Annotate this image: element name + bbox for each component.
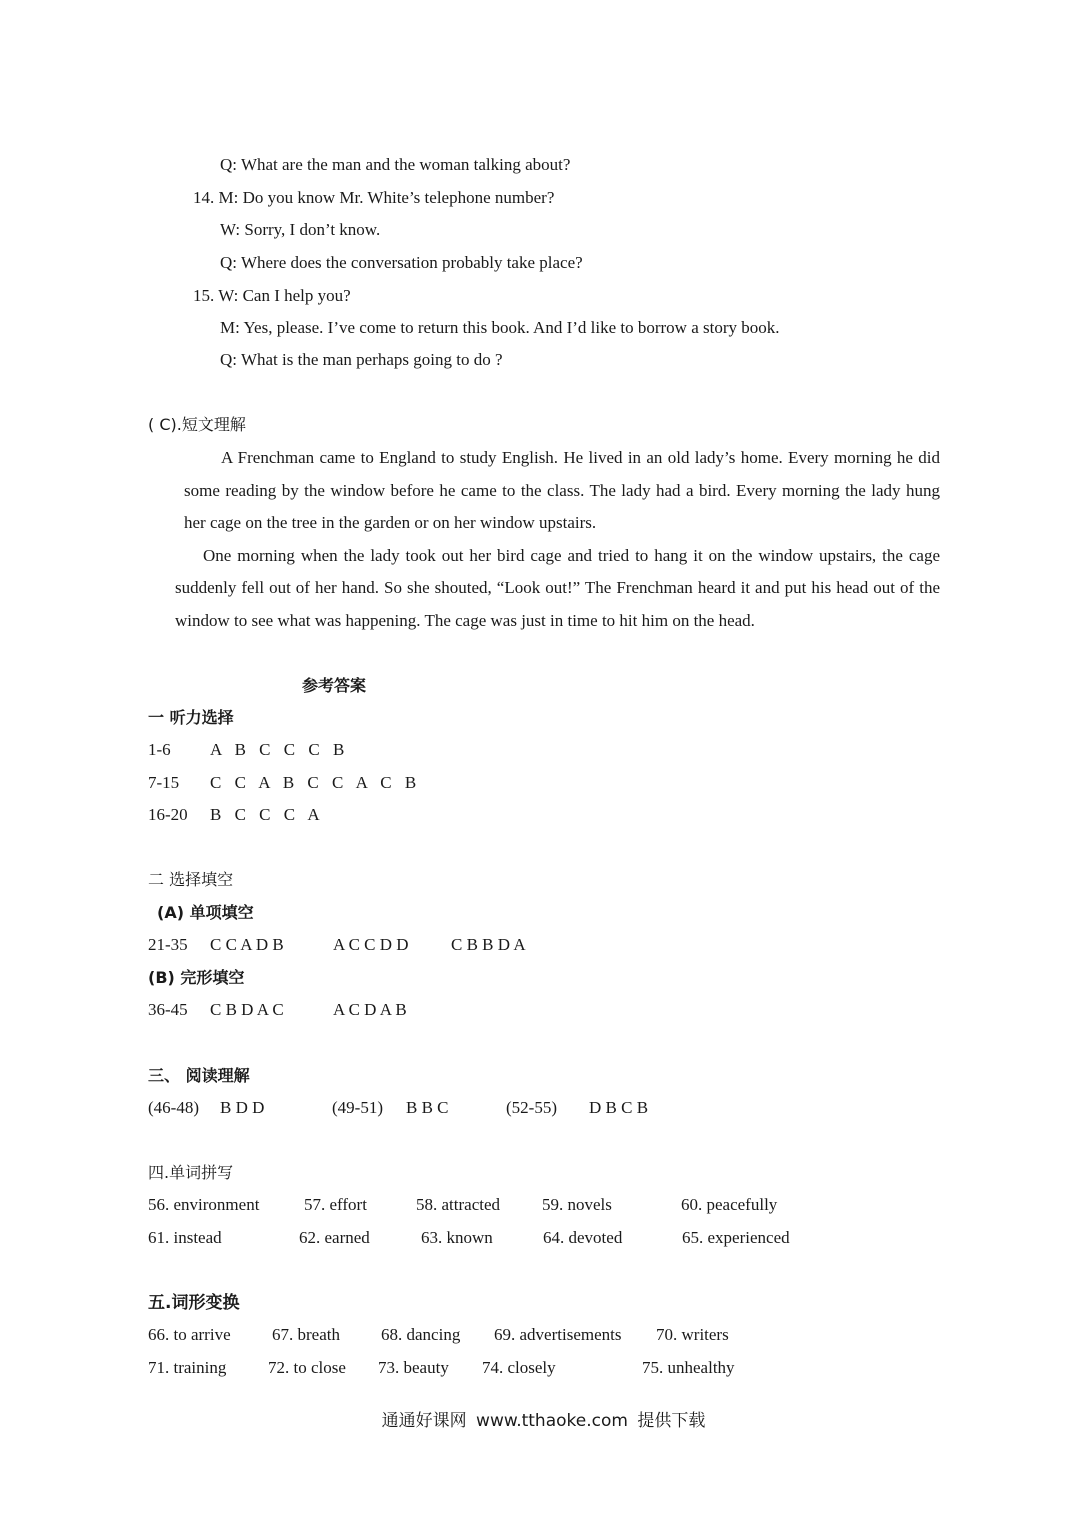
answer-68: 68. dancing <box>381 1325 461 1344</box>
answer-75: 75. unhealthy <box>642 1358 735 1377</box>
answer-57: 57. effort <box>304 1195 367 1214</box>
passage-paragraph-1: A Frenchman came to England to study English. He lived in an old lady’s home. Every morning he did some reading by the window before he came to the class. The lady had a bird. Every morning the lady hung her cage on the tree in the garden or on her window upstairs. <box>184 448 940 532</box>
answer-66: 66. to arrive <box>148 1325 231 1344</box>
section2-part-b-group-1: C B D A C <box>210 1000 284 1019</box>
q14-question: Q: Where does the conversation probably take place? <box>220 253 583 272</box>
answer-70: 70. writers <box>656 1325 729 1344</box>
answer-58: 58. attracted <box>416 1195 501 1214</box>
section1-heading: 一 听力选择 <box>148 708 234 727</box>
q15-man-line: M: Yes, please. I’ve come to return this book. And I’d like to borrow a story book. <box>220 318 780 337</box>
section3-group-3-range: (52-55) <box>506 1098 557 1117</box>
section1-row-2-answers: C C A B C C A C B <box>210 773 417 792</box>
q14-man-line: 14. M: Do you know Mr. White’s telephone number? <box>193 188 555 207</box>
answer-60: 60. peacefully <box>681 1195 778 1214</box>
passage-paragraph-2: One morning when the lady took out her bird cage and tried to hang it on the window upstairs, the cage suddenly fell out of her hand. So she shouted, “Look out!” The Frenchman heard it and put his head out of the window to see what was happening. The cage was just in time to hit him on the head. <box>175 545 940 630</box>
answer-72: 72. to close <box>268 1358 346 1377</box>
section3-group-1-range: (46-48) <box>148 1098 199 1117</box>
passage-heading: ( C).短文理解 <box>148 415 246 434</box>
q14-woman-line: W: Sorry, I don’t know. <box>220 220 381 239</box>
answer-63: 63. known <box>421 1228 493 1247</box>
q15-question: Q: What is the man perhaps going to do ? <box>220 350 503 369</box>
section2-part-a-group-1: C C A D B <box>210 935 284 954</box>
section2-part-a-group-3: C B B D A <box>451 935 526 954</box>
q15-woman-line: 15. W: Can I help you? <box>193 286 351 305</box>
answer-74: 74. closely <box>482 1358 556 1377</box>
answer-73: 73. beauty <box>378 1358 449 1377</box>
section2-part-a-range: 21-35 <box>148 935 188 954</box>
answer-59: 59. novels <box>542 1195 612 1214</box>
section4-heading: 四.单词拼写 <box>148 1163 234 1182</box>
section3-heading: 三、 阅读理解 <box>148 1066 250 1085</box>
answer-61: 61. instead <box>148 1228 222 1247</box>
answer-56: 56. environment <box>148 1195 260 1214</box>
q13-question: Q: What are the man and the woman talking about? <box>220 155 571 174</box>
answers-title: 参考答案 <box>302 676 367 695</box>
section3-group-2-range: (49-51) <box>332 1098 383 1117</box>
section1-row-1-answers: A B C C C B <box>210 740 345 759</box>
section2-part-a-group-2: A C C D D <box>333 935 409 954</box>
answer-71: 71. training <box>148 1358 227 1377</box>
section3-group-1-answers: B D D <box>220 1098 265 1117</box>
section5-heading: 五.词形变换 <box>148 1293 240 1313</box>
section2-part-b-heading: (B) 完形填空 <box>148 968 245 987</box>
answer-69: 69. advertisements <box>494 1325 622 1344</box>
answer-67: 67. breath <box>272 1325 340 1344</box>
section1-row-3-answers: B C C C A <box>210 805 320 824</box>
section2-part-b-group-2: A C D A B <box>333 1000 407 1019</box>
page-footer: 通通好课网 www.tthaoke.com 提供下载 <box>381 1411 706 1431</box>
section1-row-3-range: 16-20 <box>148 805 188 824</box>
section1-row-2-range: 7-15 <box>148 773 180 792</box>
section2-part-a-heading: (A) 单项填空 <box>157 903 254 922</box>
answer-65: 65. experienced <box>682 1228 790 1247</box>
section3-group-2-answers: B B C <box>406 1098 449 1117</box>
passage-body <box>175 442 940 637</box>
section2-part-b-range: 36-45 <box>148 1000 188 1019</box>
section2-heading: 二 选择填空 <box>148 870 234 889</box>
section1-row-1-range: 1-6 <box>148 740 171 759</box>
section3-group-3-answers: D B C B <box>589 1098 649 1117</box>
answer-64: 64. devoted <box>543 1228 623 1247</box>
answer-62: 62. earned <box>299 1228 370 1247</box>
